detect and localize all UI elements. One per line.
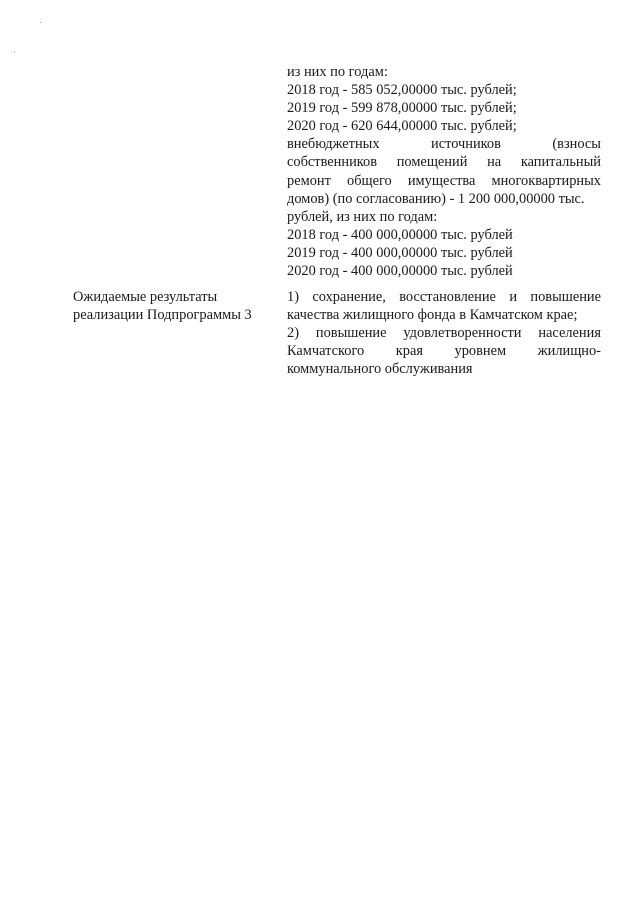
result-item-2-line-2: Камчатского края уровнем жилищно-: [287, 343, 601, 360]
regional-by-year-heading: из них по годам:: [287, 64, 388, 80]
result-item-1-line-1: 1) сохранение, восстановление и повышение: [287, 289, 601, 305]
results-label-line-2: реализации Подпрограммы 3: [73, 307, 252, 324]
regional-year-2020: 2020 год - 620 644,00000 тыс. рублей;: [287, 118, 517, 135]
regional-year-2019: 2019 год - 599 878,00000 тыс. рублей;: [287, 100, 517, 117]
extrabudget-line-3: ремонт общего имущества многоквартирных: [287, 172, 601, 189]
funding-cell: [287, 63, 601, 280]
extrabudget-year-2020: 2020 год - 400 000,00000 тыс. рублей: [287, 263, 513, 280]
result-item-1-line-2: качества жилищного фонда в Камчатском крае;: [287, 307, 578, 324]
extrabudget-year-2018: 2018 год - 400 000,00000 тыс. рублей: [287, 226, 513, 243]
results-cell: [287, 288, 601, 378]
extrabudget-line-4: домов) (по согласованию) - 1 200 000,00000 тыс.: [287, 190, 585, 207]
extrabudget-line-2: собственников помещений на капитальный: [287, 154, 601, 171]
extrabudget-line-5: рублей, из них по годам:: [287, 208, 438, 225]
result-item-2-line-1: 2) повышение удовлетворенности населения: [287, 325, 601, 342]
extrabudget-year-2019: 2019 год - 400 000,00000 тыс. рублей: [287, 244, 513, 261]
scan-speck: [14, 52, 15, 53]
results-label-line-1: Ожидаемые результаты: [73, 289, 218, 305]
regional-year-2018: 2018 год - 585 052,00000 тыс. рублей;: [287, 82, 517, 99]
result-item-2-line-3: коммунального обслуживания: [287, 361, 473, 378]
extrabudget-line-1: внебюджетных источников (взносы: [287, 136, 601, 153]
scan-speck: [40, 22, 41, 23]
results-label-cell: [73, 288, 273, 324]
